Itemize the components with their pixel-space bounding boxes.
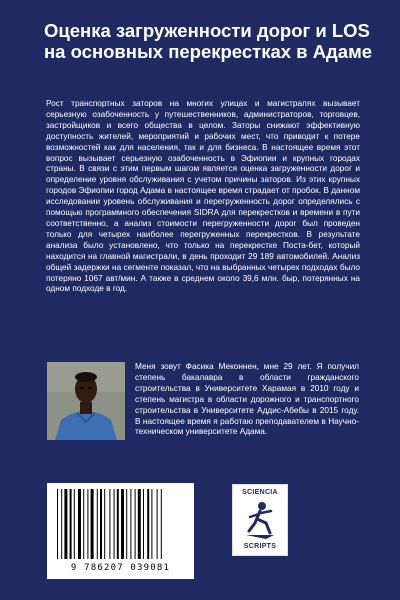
isbn-barcode xyxy=(47,483,194,579)
isbn-digits: 9 786207 039081 xyxy=(70,563,171,573)
book-abstract: Рост транспортных заторов на многих улицах и магистралях вызывает серьезную озабоченность у путешественников, администраторов, торговцев, застройщиков и всего общества в целом. Заторы снижают эффективную доступность жителей, мероприятий и рабочих мест, что приводит к потере возможностей как для населения, так и для бизнеса. В настоящее время этот вопрос вызывает серьезную озабоченность в Эфиопии и крупных городах страны. В связи с этим первым шагом является оценка загруженности дорог и определение уровня обслуживания с учетом причины заторов. Из этих крупных городов Эфиопии город Адама в настоящее время страдает от пробок. В данном исследовании уровень обслуживания и перегруженность дорог определялись с помощью программного обеспечения SIDRA для перекрестков и времени в пути соответственно, а анализ стоимости перегруженности дорог был проведен только для четырех наиболее перегруженных перекрестков. В результате анализа было установлено, что только на перекрестке Поста-бет, который находится на главной магистрали, в день проходит 29 189 автомобилей. Анализ общей задержки на сегменте показал, что на выбранных четырех подходах было потеряно 1067 авт/мин. А также в среднем около 39,6 млн. быр, потерянных на одном подходе в год. xyxy=(46,99,360,294)
running-figure-icon xyxy=(244,499,276,541)
publisher-logo xyxy=(232,484,288,556)
author-photo xyxy=(47,362,125,440)
publisher-logo-top-text: SCIENCIA xyxy=(242,489,278,496)
book-title: Оценка загруженности дорог и LOS на основных перекрестках в Адаме xyxy=(44,20,373,62)
barcode-bars xyxy=(47,483,194,563)
publisher-logo-bottom-text: SCRIPTS xyxy=(243,543,277,550)
author-bio: Меня зовут Фасика Меконнен, мне 29 лет. Я получил степень бакалавра в области гражданского строительства в Университете Харамая в 2010 году и степень магистра в области дорожного и транспортного строительства в Университете Аддис-Абебы в 2015 году. В настоящее время я работаю преподавателем в Научно-техническом университете Адама. xyxy=(135,362,359,437)
